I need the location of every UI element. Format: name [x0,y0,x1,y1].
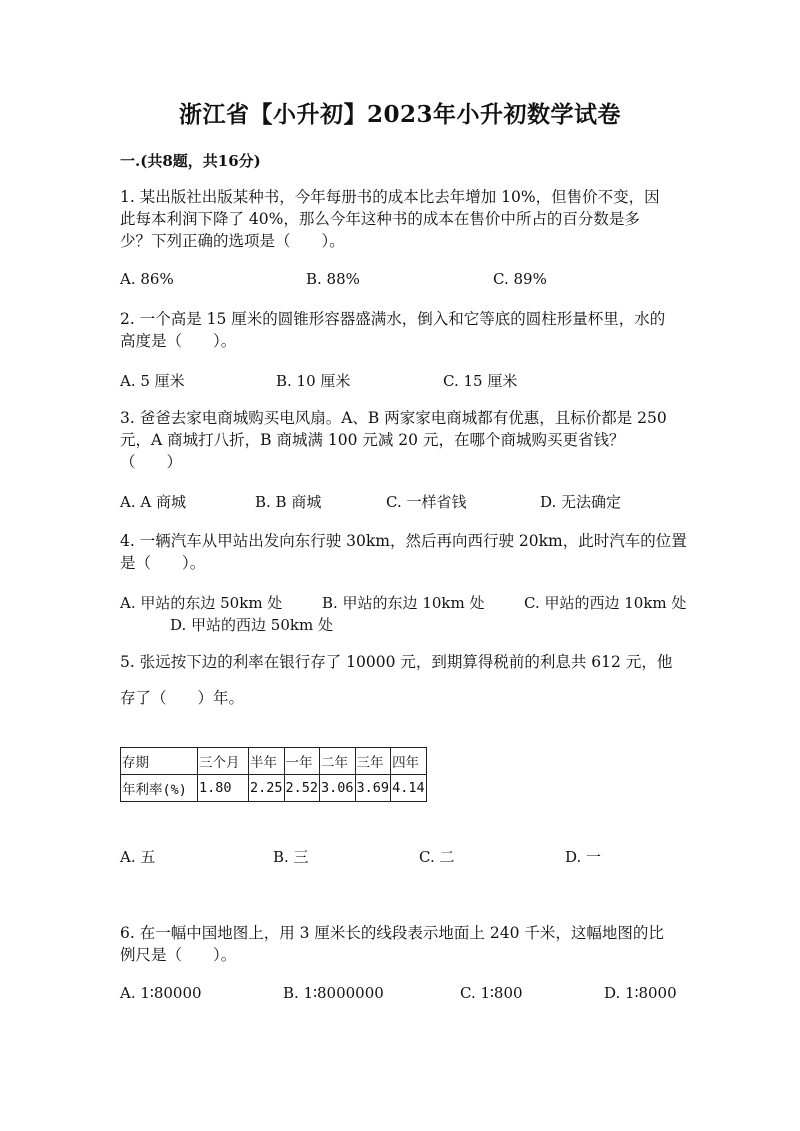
question-3-option-c[interactable]: C. 一样省钱 [386,493,467,511]
question-4-line-1: 4. 一辆汽车从甲站出发向东行驶 30km，然后再向西行驶 20km，此时汽车的位置 [120,532,687,550]
table-cell: 年利率(%) [121,775,198,802]
question-1-line-2: 此每本利润下降了 40%，那么今年这种书的成本在售价中所占的百分数是多 [120,210,640,228]
question-4-option-b[interactable]: B. 甲站的东边 10km 处 [322,594,485,612]
table-cell: 三个月 [198,748,249,775]
table-cell: 存期 [121,748,198,775]
question-6-option-a[interactable]: A. 1∶80000 [120,984,202,1002]
question-2-option-a[interactable]: A. 5 厘米 [120,372,185,390]
question-4-option-d[interactable]: D. 甲站的西边 50km 处 [170,616,333,634]
interest-rate-table [120,747,427,802]
table-cell: 四年 [391,748,427,775]
page-title: 浙江省【小升初】2023年小升初数学试卷 [178,101,621,128]
question-1-line-1: 1. 某出版社出版某种书，今年每册书的成本比去年增加 10%，但售价不变，因 [120,188,660,206]
table-cell: 三年 [355,748,391,775]
question-1-option-b[interactable]: B. 88% [306,270,360,288]
question-5-line-1: 5. 张远按下边的利率在银行存了 10000 元，到期算得税前的利息共 612 元，他 [120,653,673,671]
question-5-option-b[interactable]: B. 三 [273,848,309,866]
question-3-line-2: 元，A 商城打八折，B 商城满 100 元减 20 元，在哪个商城购买更省钱？ [120,431,625,449]
question-2-option-c[interactable]: C. 15 厘米 [443,372,518,390]
question-3-option-d[interactable]: D. 无法确定 [540,493,622,511]
question-6-option-d[interactable]: D. 1∶8000 [604,984,677,1002]
question-5-option-a[interactable]: A. 五 [120,848,156,866]
table-cell: 一年 [284,748,320,775]
question-6-option-b[interactable]: B. 1∶8000000 [283,984,384,1002]
question-1-option-a[interactable]: A. 86% [120,270,174,288]
question-5-option-d[interactable]: D. 一 [565,848,602,866]
table-row [121,775,427,802]
table-cell: 3.69 [355,775,391,802]
table-cell: 1.80 [198,775,249,802]
question-2-option-b[interactable]: B. 10 厘米 [276,372,351,390]
question-1-line-3: 少？下列正确的选项是（ ）。 [120,232,345,250]
question-4-option-a[interactable]: A. 甲站的东边 50km 处 [120,594,283,612]
table-cell: 2.52 [284,775,320,802]
section-heading: 一.(共8题，共16分) [120,152,261,170]
table-cell: 2.25 [249,775,285,802]
table-cell: 4.14 [391,775,427,802]
question-6-line-2: 例尺是（ ）。 [120,946,237,964]
question-6-option-c[interactable]: C. 1∶800 [460,984,523,1002]
question-1-option-c[interactable]: C. 89% [493,270,547,288]
question-3-line-3: （ ） [120,453,183,471]
table-cell: 二年 [320,748,356,775]
question-3-option-a[interactable]: A. A 商城 [120,493,186,511]
table-cell: 3.06 [320,775,356,802]
question-3-option-b[interactable]: B. B 商城 [255,493,322,511]
question-5-line-2: 存了（ ）年。 [120,689,245,707]
table-cell: 半年 [249,748,285,775]
question-2-line-1: 2. 一个高是 15 厘米的圆锥形容器盛满水，倒入和它等底的圆柱形量杯里，水的 [120,310,666,328]
question-4-line-2: 是（ ）。 [120,554,206,572]
question-4-option-c[interactable]: C. 甲站的西边 10km 处 [524,594,687,612]
question-6-line-1: 6. 在一幅中国地图上，用 3 厘米长的线段表示地面上 240 千米，这幅地图的比 [120,924,664,942]
table-header-row [121,748,427,775]
question-3-line-1: 3. 爸爸去家电商城购买电风扇。A、B 两家家电商城都有优惠，且标价都是 250 [120,409,667,427]
question-2-line-2: 高度是（ ）。 [120,332,237,350]
question-5-option-c[interactable]: C. 二 [419,848,455,866]
